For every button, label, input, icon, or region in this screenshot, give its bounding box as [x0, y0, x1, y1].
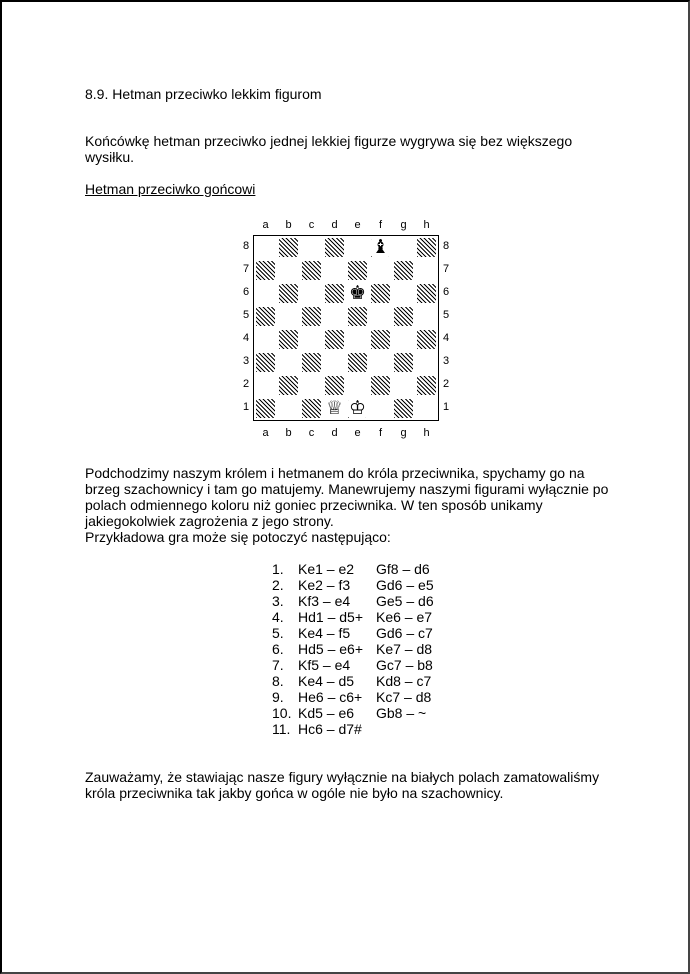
- square-h4: [415, 328, 438, 351]
- square-f3: [369, 351, 392, 374]
- section-heading: 8.9. Hetman przeciwko lekkim figurom: [85, 86, 322, 102]
- file-label-bottom: a: [262, 427, 269, 439]
- paragraph-line: jakiegokolwiek zagrożenia z jego strony.: [85, 513, 334, 529]
- square-c8: [300, 236, 323, 259]
- move-number: 3.: [272, 593, 284, 609]
- black-move: Gb8 – ~: [376, 705, 427, 721]
- black-move: Kd8 – c7: [376, 673, 432, 689]
- paragraph-line: polach odmiennego koloru niż goniec przeciwnika. W ten sposób unikamy: [85, 497, 543, 513]
- rank-label-left: 1: [242, 401, 250, 413]
- move-row: [272, 593, 456, 609]
- file-label-top: e: [354, 219, 361, 231]
- file-label-top: f: [378, 219, 383, 231]
- file-label-bottom: g: [400, 427, 407, 439]
- square-d7: [323, 259, 346, 282]
- square-e3: [346, 351, 369, 374]
- square-a7: [254, 259, 277, 282]
- square-b4: [277, 328, 300, 351]
- white-move: Kf3 – e4: [298, 593, 351, 609]
- square-e4: [346, 328, 369, 351]
- black-move: Gf8 – d6: [376, 561, 430, 577]
- square-g1: [392, 397, 415, 420]
- move-list: [272, 561, 456, 737]
- square-d5: [323, 305, 346, 328]
- square-f4: [369, 328, 392, 351]
- move-row: [272, 561, 456, 577]
- move-row: [272, 673, 456, 689]
- square-g4: [392, 328, 415, 351]
- square-c7: [300, 259, 323, 282]
- square-a4: [254, 328, 277, 351]
- file-label-bottom: e: [354, 427, 361, 439]
- black-move: Gd6 – c7: [376, 625, 433, 641]
- rank-label-left: 2: [242, 378, 250, 390]
- file-label-bottom: h: [423, 427, 430, 439]
- square-g8: [392, 236, 415, 259]
- chess-diagram: [239, 217, 459, 442]
- black-move: Gd6 – e5: [376, 577, 434, 593]
- move-row: [272, 609, 456, 625]
- square-h8: [415, 236, 438, 259]
- file-label-bottom: d: [331, 427, 338, 439]
- move-number: 6.: [272, 641, 284, 657]
- square-c4: [300, 328, 323, 351]
- square-a1: [254, 397, 277, 420]
- square-a3: [254, 351, 277, 374]
- white-move: Ke1 – e2: [298, 561, 355, 577]
- square-a6: [254, 282, 277, 305]
- square-g6: [392, 282, 415, 305]
- move-number: 2.: [272, 577, 284, 593]
- conclusion-paragraph: Zauważamy, że stawiając nasze figury wyłącznie na białych polach zamatowaliśmy króla przeciwnika tak jakby gońca w ogóle nie było na szachownicy.: [85, 769, 600, 801]
- square-a2: [254, 374, 277, 397]
- square-b6: [277, 282, 300, 305]
- black-move: Ke6 – e7: [376, 609, 433, 625]
- square-d1: [323, 397, 346, 420]
- square-f2: [369, 374, 392, 397]
- white-king-icon: ♔: [348, 397, 367, 419]
- square-d3: [323, 351, 346, 374]
- square-c3: [300, 351, 323, 374]
- paragraph-line: Podchodzimy naszym królem i hetmanem do króla przeciwnika, spychamy go na: [85, 465, 585, 481]
- black-king-icon: ♚: [348, 282, 367, 304]
- move-number: 4.: [272, 609, 284, 625]
- square-c2: [300, 374, 323, 397]
- black-move: Kc7 – d8: [376, 689, 432, 705]
- move-number: 10.: [272, 705, 292, 721]
- square-b1: [277, 397, 300, 420]
- square-h2: [415, 374, 438, 397]
- square-d4: [323, 328, 346, 351]
- square-b8: [277, 236, 300, 259]
- file-label-top: d: [331, 219, 338, 231]
- white-queen-icon: ♕: [325, 397, 344, 419]
- white-move: Ke2 – f3: [298, 577, 351, 593]
- rank-label-left: 7: [242, 263, 250, 275]
- white-move: Kf5 – e4: [298, 657, 351, 673]
- black-move: Ge5 – d6: [376, 593, 434, 609]
- chess-board: [253, 235, 439, 421]
- black-move: Gc7 – b8: [376, 657, 433, 673]
- square-b2: [277, 374, 300, 397]
- move-row: [272, 577, 456, 593]
- square-f8: [369, 236, 392, 259]
- square-g5: [392, 305, 415, 328]
- square-c1: [300, 397, 323, 420]
- move-row: [272, 705, 456, 721]
- square-d6: [323, 282, 346, 305]
- square-g7: [392, 259, 415, 282]
- square-e2: [346, 374, 369, 397]
- white-move: Hd5 – e6+: [298, 641, 363, 657]
- subheading: Hetman przeciwko gońcowi: [85, 181, 256, 197]
- move-number: 8.: [272, 673, 284, 689]
- square-g3: [392, 351, 415, 374]
- file-label-top: c: [308, 219, 315, 231]
- rank-label-left: 8: [242, 240, 250, 252]
- file-label-bottom: f: [378, 427, 383, 439]
- square-a5: [254, 305, 277, 328]
- square-b3: [277, 351, 300, 374]
- rank-label-right: 6: [442, 286, 450, 298]
- rank-label-right: 7: [442, 263, 450, 275]
- move-number: 11.: [272, 721, 291, 737]
- square-b7: [277, 259, 300, 282]
- square-d8: [323, 236, 346, 259]
- rank-label-right: 2: [442, 378, 450, 390]
- rank-label-right: 8: [442, 240, 450, 252]
- square-h7: [415, 259, 438, 282]
- file-label-bottom: c: [308, 427, 315, 439]
- file-label-bottom: b: [285, 427, 292, 439]
- white-move: Ke4 – f5: [298, 625, 351, 641]
- black-bishop-icon: ♝: [371, 236, 390, 258]
- square-b5: [277, 305, 300, 328]
- square-f1: [369, 397, 392, 420]
- white-move: Ke4 – d5: [298, 673, 355, 689]
- move-row: [272, 657, 456, 673]
- square-h5: [415, 305, 438, 328]
- white-move: Kd5 – e6: [298, 705, 355, 721]
- move-row: [272, 625, 456, 641]
- move-number: 9.: [272, 689, 284, 705]
- move-row: [272, 721, 456, 737]
- rank-label-right: 4: [442, 332, 450, 344]
- rank-label-right: 3: [442, 355, 450, 367]
- file-label-top: b: [285, 219, 292, 231]
- move-row: [272, 641, 456, 657]
- file-label-top: a: [262, 219, 269, 231]
- rank-label-left: 6: [242, 286, 250, 298]
- square-e6: [346, 282, 369, 305]
- white-move: Hd1 – d5+: [298, 609, 363, 625]
- file-label-top: h: [423, 219, 430, 231]
- white-move: He6 – c6+: [298, 689, 363, 705]
- intro-paragraph: Końcówkę hetman przeciwko jednej lekkiej figurze wygrywa się bez większego wysiłku.: [85, 133, 573, 165]
- square-e1: [346, 397, 369, 420]
- paragraph-line: brzeg szachownicy i tam go matujemy. Manewrujemy naszymi figurami wyłącznie po: [85, 481, 609, 497]
- square-f7: [369, 259, 392, 282]
- square-f5: [369, 305, 392, 328]
- rank-label-left: 3: [242, 355, 250, 367]
- move-number: 1.: [272, 561, 284, 577]
- square-g2: [392, 374, 415, 397]
- black-move: Ke7 – d8: [376, 641, 433, 657]
- square-h3: [415, 351, 438, 374]
- square-f6: [369, 282, 392, 305]
- square-a8: [254, 236, 277, 259]
- rank-label-right: 1: [442, 401, 450, 413]
- rank-label-left: 5: [242, 309, 250, 321]
- move-row: [272, 689, 456, 705]
- rank-label-right: 5: [442, 309, 450, 321]
- square-h1: [415, 397, 438, 420]
- square-h6: [415, 282, 438, 305]
- strategy-paragraph: [85, 465, 625, 545]
- square-e5: [346, 305, 369, 328]
- white-move: Hc6 – d7#: [298, 721, 362, 737]
- square-e8: [346, 236, 369, 259]
- square-c6: [300, 282, 323, 305]
- square-e7: [346, 259, 369, 282]
- square-d2: [323, 374, 346, 397]
- paragraph-line: Przykładowa gra może się potoczyć następująco:: [85, 529, 391, 545]
- black-move: [376, 721, 456, 737]
- file-label-top: g: [400, 219, 407, 231]
- rank-label-left: 4: [242, 332, 250, 344]
- move-number: 5.: [272, 625, 284, 641]
- square-c5: [300, 305, 323, 328]
- move-number: 7.: [272, 657, 284, 673]
